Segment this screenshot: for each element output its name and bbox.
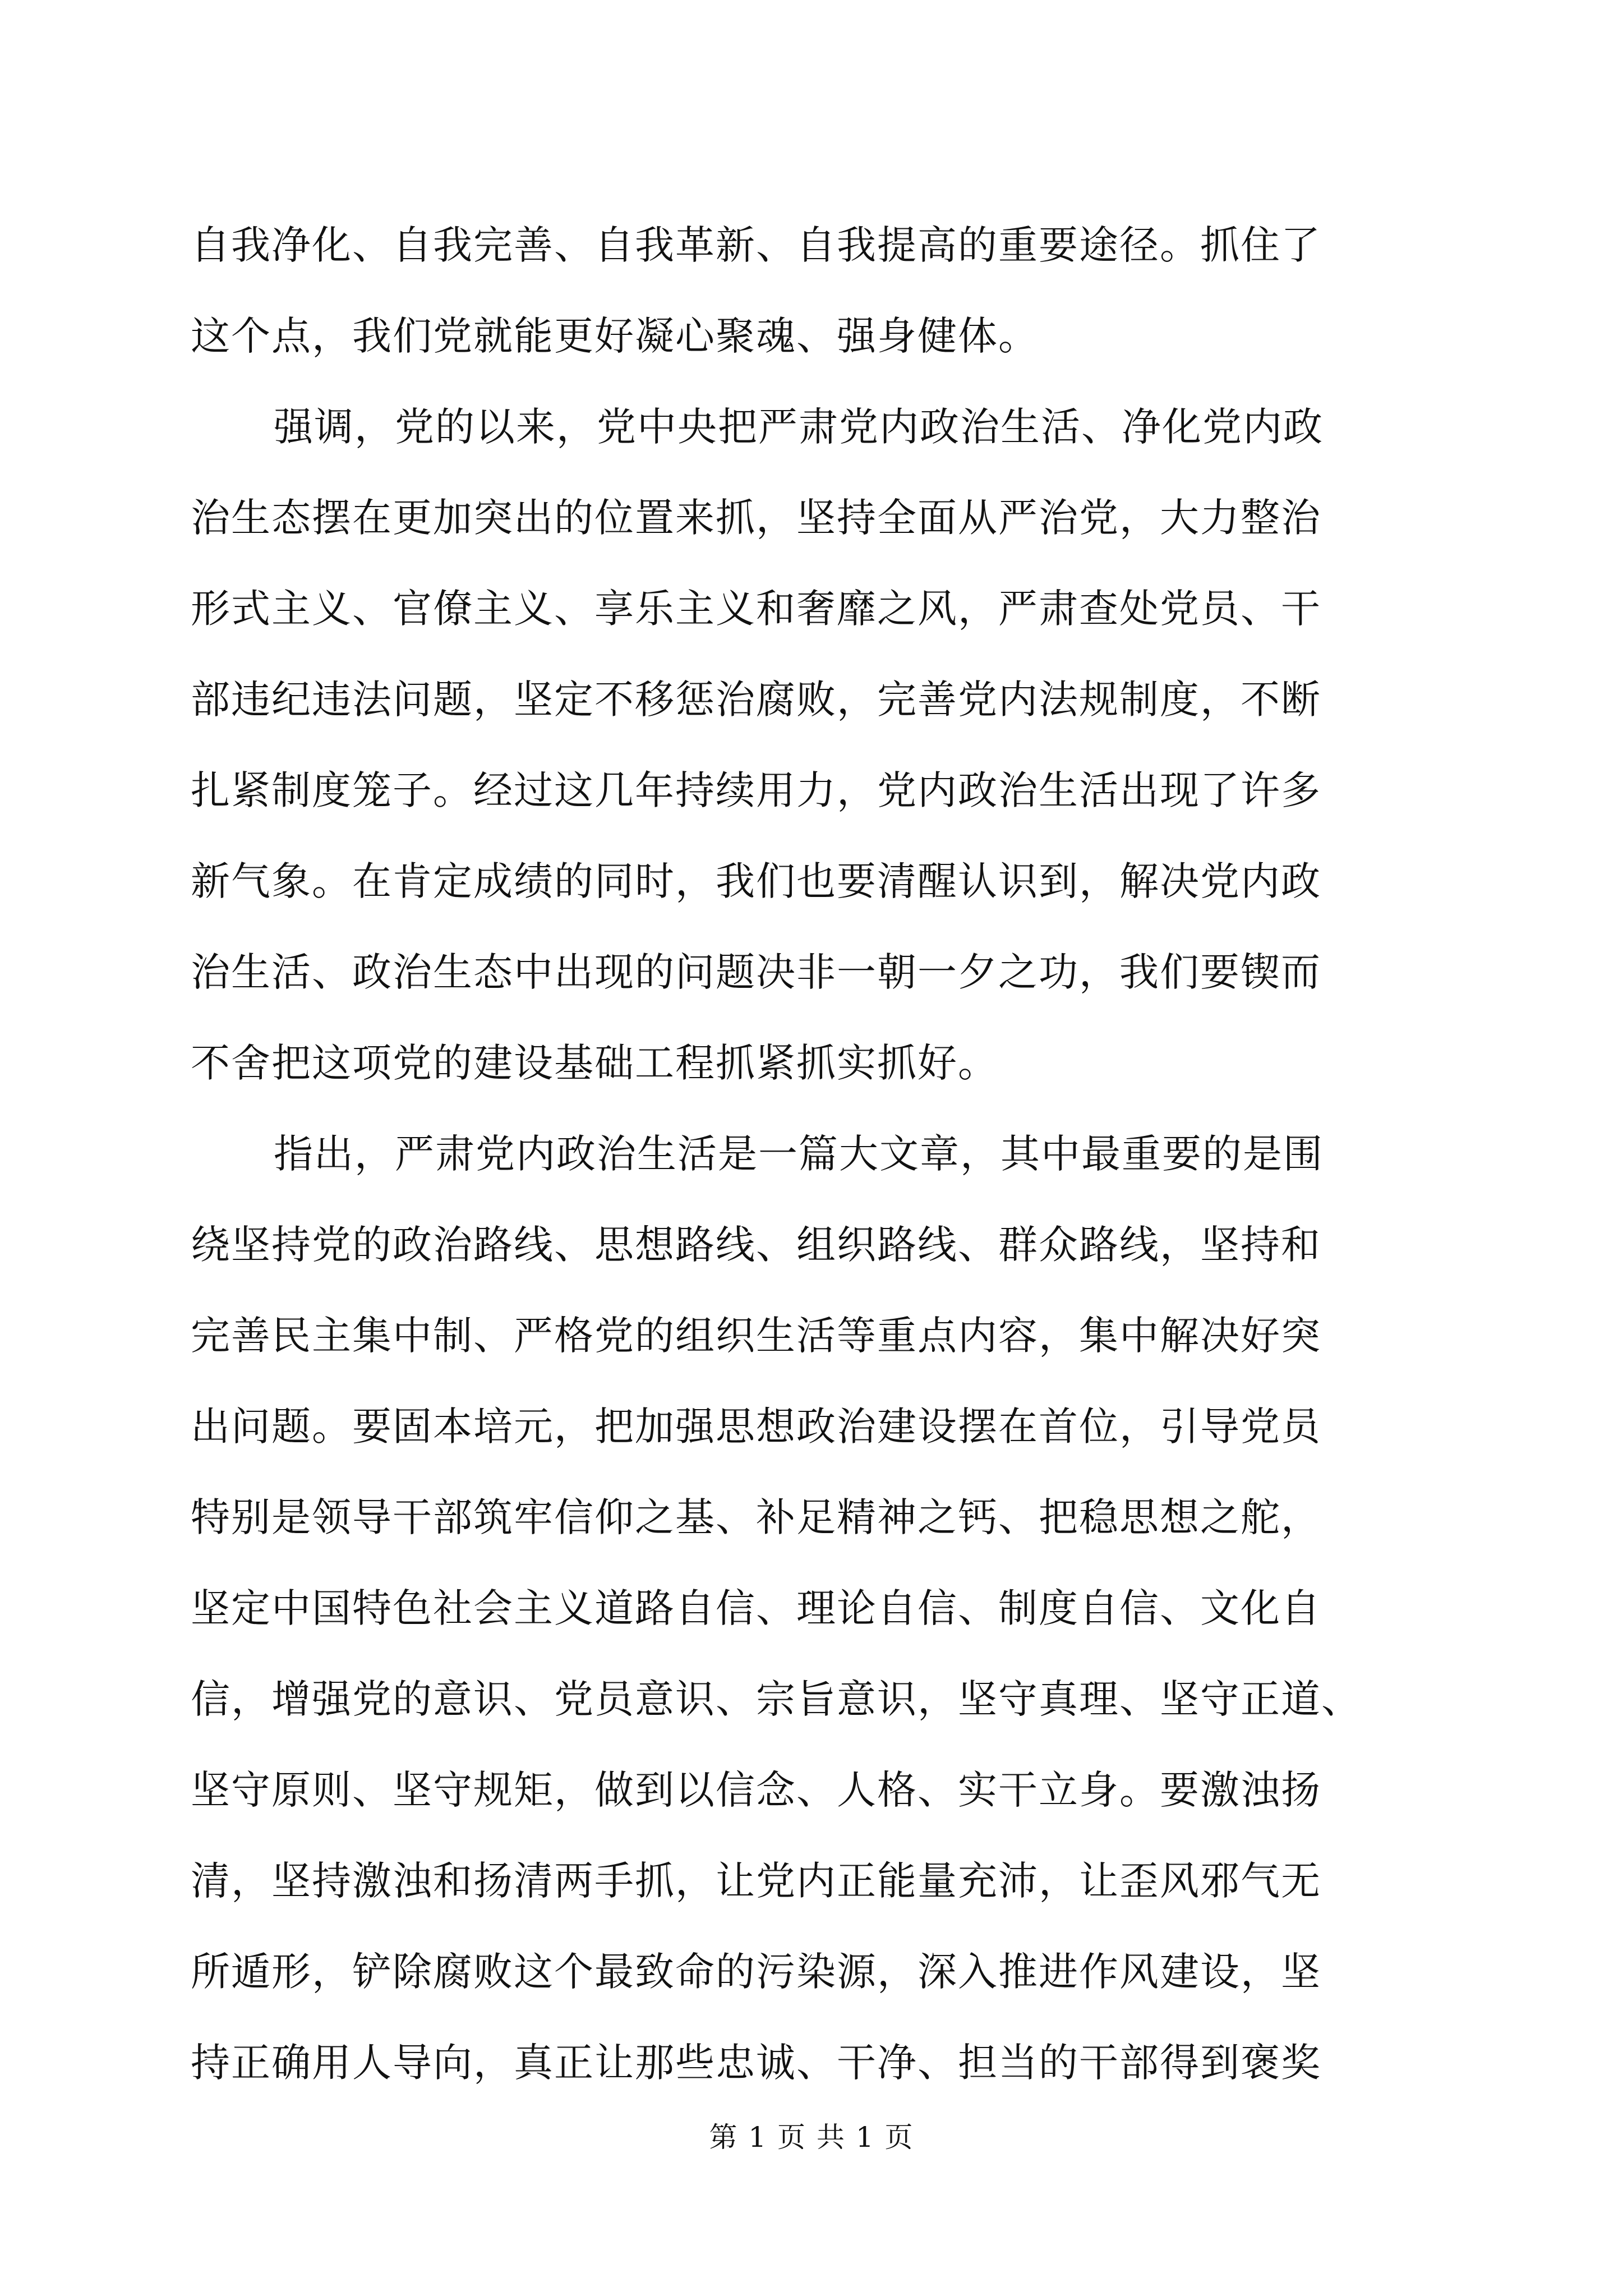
paragraph-line: 坚守原则、坚守规矩，做到以信念、人格、实干立身。要激浊扬 — [191, 1767, 1321, 1813]
paragraph-line: 形式主义、官僚主义、享乐主义和奢靡之风，严肃查处党员、干 — [191, 586, 1321, 632]
paragraph-line: 出问题。要固本培元，把加强思想政治建设摆在首位，引导党员 — [191, 1404, 1321, 1450]
paragraph-2 — [191, 381, 1424, 1108]
paragraph-line: 不舍把这项党的建设基础工程抓紧抓实抓好。 — [191, 1040, 998, 1086]
paragraph-line: 坚定中国特色社会主义道路自信、理论自信、制度自信、文化自 — [191, 1585, 1321, 1631]
paragraph-line: 完善民主集中制、严格党的组织生活等重点内容，集中解决好突 — [191, 1313, 1321, 1359]
paragraph-line: 所遁形，铲除腐败这个最致命的污染源，深入推进作风建设，坚 — [191, 1949, 1321, 1995]
paragraph-line: 部违纪违法问题，坚定不移惩治腐败，完善党内法规制度，不断 — [191, 677, 1321, 723]
page-footer — [0, 2115, 1623, 2155]
paragraph-line: 绕坚持党的政治路线、思想路线、组织路线、群众路线，坚持和 — [191, 1222, 1321, 1268]
paragraph-1 — [191, 200, 1424, 381]
paragraph-line: 持正确用人导向，真正让那些忠诚、干净、担当的干部得到褒奖 — [191, 2040, 1321, 2086]
paragraph-line: 治生态摆在更加突出的位置来抓，坚持全面从严治党，大力整治 — [191, 495, 1321, 541]
page-number: 第 1 页 共 1 页 — [709, 2121, 914, 2154]
paragraph-line: 这个点，我们党就能更好凝心聚魂、强身健体。 — [191, 313, 1039, 359]
document-body — [191, 200, 1424, 2108]
paragraph-line: 清，坚持激浊和扬清两手抓，让党内正能量充沛，让歪风邪气无 — [191, 1858, 1321, 1904]
paragraph-line: 自我净化、自我完善、自我革新、自我提高的重要途径。抓住了 — [191, 222, 1321, 268]
paragraph-line: 新气象。在肯定成绩的同时，我们也要清醒认识到，解决党内政 — [191, 858, 1321, 904]
paragraph-line: 强调，党的以来，党中央把严肃党内政治生活、净化党内政 — [274, 404, 1324, 450]
paragraph-line: 指出，严肃党内政治生活是一篇大文章，其中最重要的是围 — [274, 1131, 1324, 1177]
paragraph-line: 治生活、政治生态中出现的问题决非一朝一夕之功，我们要锲而 — [191, 949, 1321, 995]
paragraph-line: 信，增强党的意识、党员意识、宗旨意识，坚守真理、坚守正道、 — [191, 1676, 1362, 1722]
paragraph-3 — [191, 1108, 1424, 2108]
paragraph-line: 扎紧制度笼子。经过这几年持续用力，党内政治生活出现了许多 — [191, 767, 1321, 813]
paragraph-line: 特别是领导干部筑牢信仰之基、补足精神之钙、把稳思想之舵， — [191, 1494, 1321, 1540]
